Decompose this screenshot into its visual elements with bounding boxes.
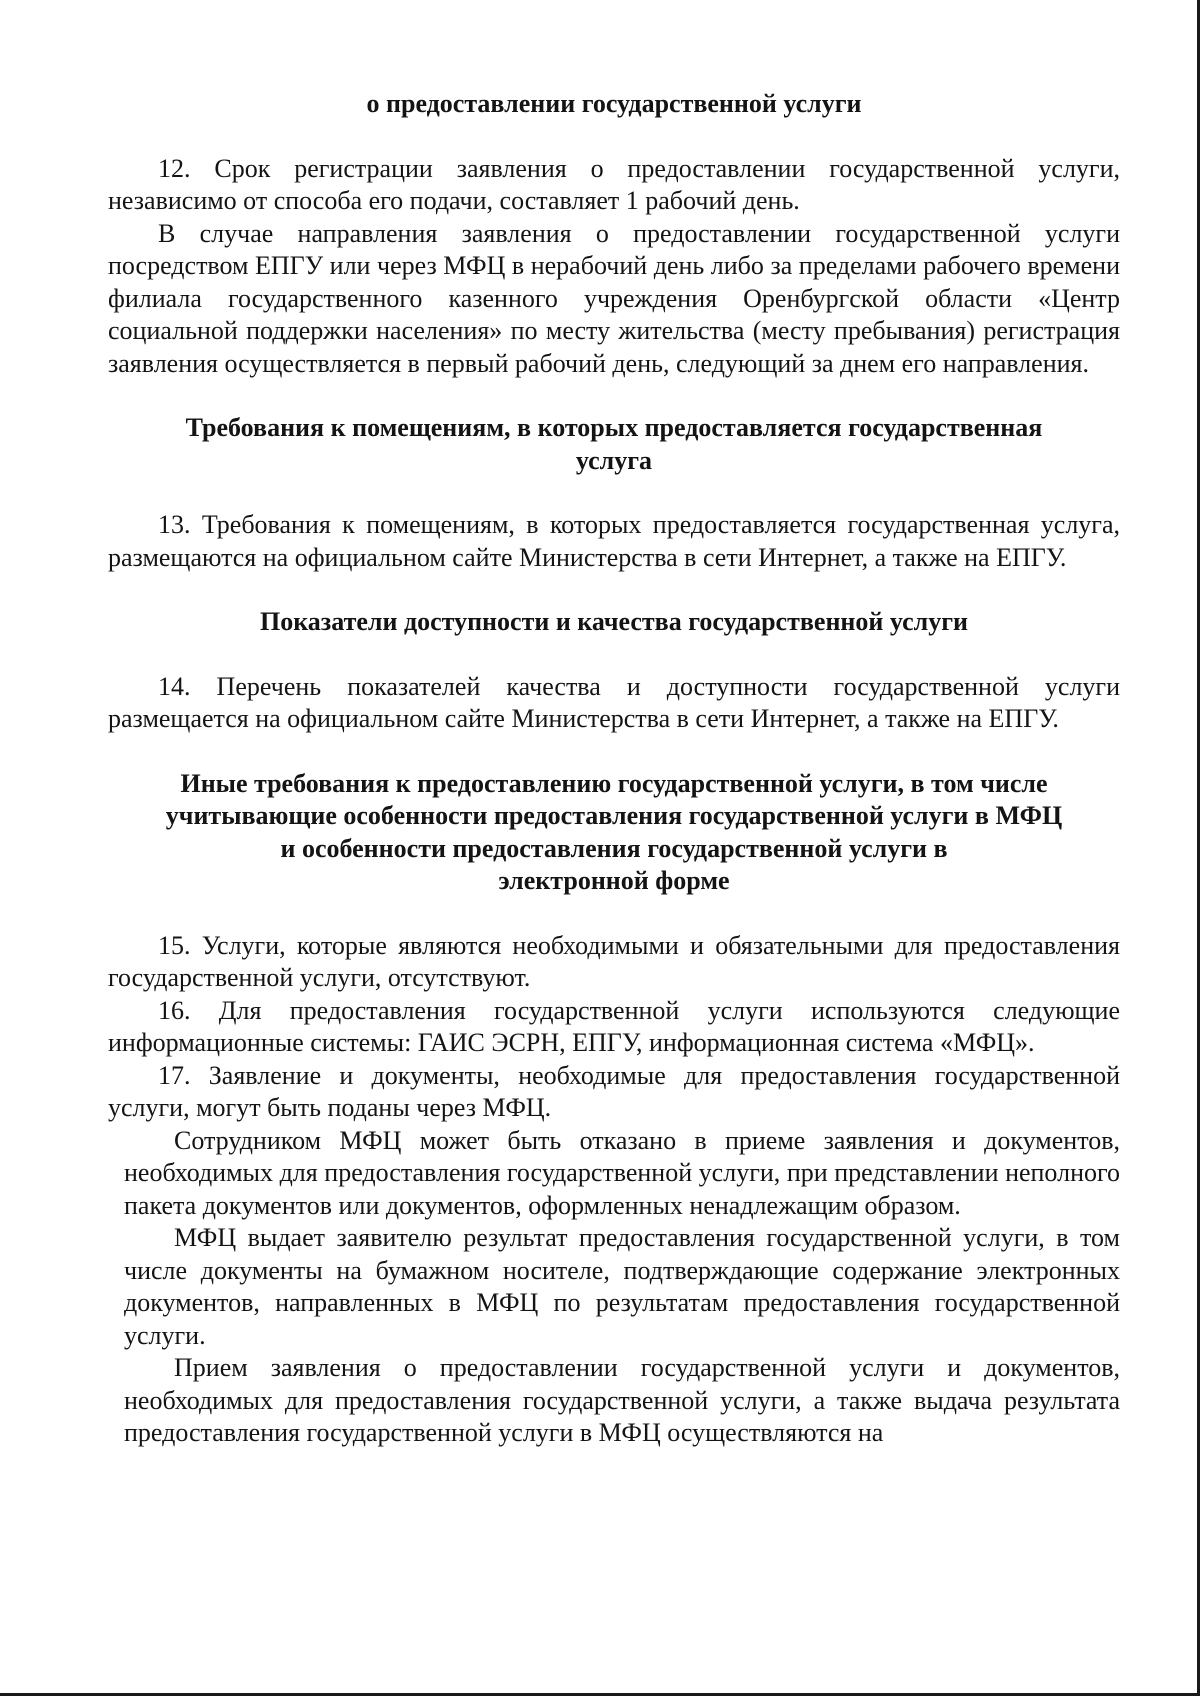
paragraph-15: 15. Услуги, которые являются необходимыми и обязательными для предоставления государственной услуги, отсутствуют.	[108, 930, 1120, 992]
document-body	[108, 88, 1120, 1450]
heading-line: Иные требования к предоставлению государственной услуги, в том числе	[180, 768, 1048, 798]
paragraph-13: 13. Требования к помещениям, в которых предоставляется государственная услуга, размещаются на официальном сайте Министерства в сети Интернет, а также на ЕПГУ.	[108, 510, 1120, 572]
paragraph-12-continuation: В случае направления заявления о предоставлении государственной услуги посредством ЕПГУ или через МФЦ в нерабочий день либо за пределами рабочего времени филиала государственного казенного учреждения Оренбургской области «Центр социальной поддержки населения» по месту жительства (месту пребывания) регистрация заявления осуществляется в первый рабочий день, следующий за днем его направления.	[108, 218, 1120, 378]
paragraph-12: 12. Срок регистрации заявления о предоставлении государственной услуги, независимо от способа его подачи, составляет 1 рабочий день.	[108, 153, 1120, 215]
section-heading-other-requirements	[108, 768, 1120, 898]
heading-line: учитывающие особенности предоставления государственной услуги в МФЦ	[165, 801, 1063, 830]
section-heading-quality-indicators: Показатели доступности и качества государственной услуги	[259, 607, 969, 636]
heading-line: и особенности предоставления государственной услуги в	[280, 833, 948, 863]
paragraph-17: 17. Заявление и документы, необходимые для предоставления государственной услуги, могут быть поданы через МФЦ.	[108, 1060, 1120, 1122]
section-heading-registration: о предоставлении государственной услуги	[366, 89, 862, 118]
heading-line: Требования к помещениям, в которых предоставляется государственная	[185, 413, 1043, 442]
paragraph-14: 14. Перечень показателей качества и доступности государственной услуги размещается на официальном сайте Министерства в сети Интернет, а также на ЕПГУ.	[108, 671, 1120, 733]
section-heading-premises	[108, 412, 1120, 477]
paragraph-17-reception: Прием заявления о предоставлении государственной услуги и документов, необходимых для предоставления государственной услуги, а также выдача результата предоставления государственной услуги в МФЦ осуществляются на	[124, 1353, 1120, 1447]
paragraph-17-refusal: Сотрудником МФЦ может быть отказано в приеме заявления и документов, необходимых для предоставления государственной услуги, при представлении неполного пакета документов или документов, оформленных ненадлежащим образом.	[124, 1125, 1120, 1220]
paragraph-17-result: МФЦ выдает заявителю результат предоставления государственной услуги, в том числе документы на бумажном носителе, подтверждающие содержание электронных документов, направленных в МФЦ по результатам предоставления государственной услуги.	[124, 1223, 1120, 1350]
paragraph-16: 16. Для предоставления государственной услуги используются следующие информационные системы: ГАИС ЭСРН, ЕПГУ, информационная система «МФЦ».	[108, 995, 1120, 1057]
heading-line: услуга	[575, 445, 653, 475]
heading-line: электронной форме	[498, 866, 730, 895]
